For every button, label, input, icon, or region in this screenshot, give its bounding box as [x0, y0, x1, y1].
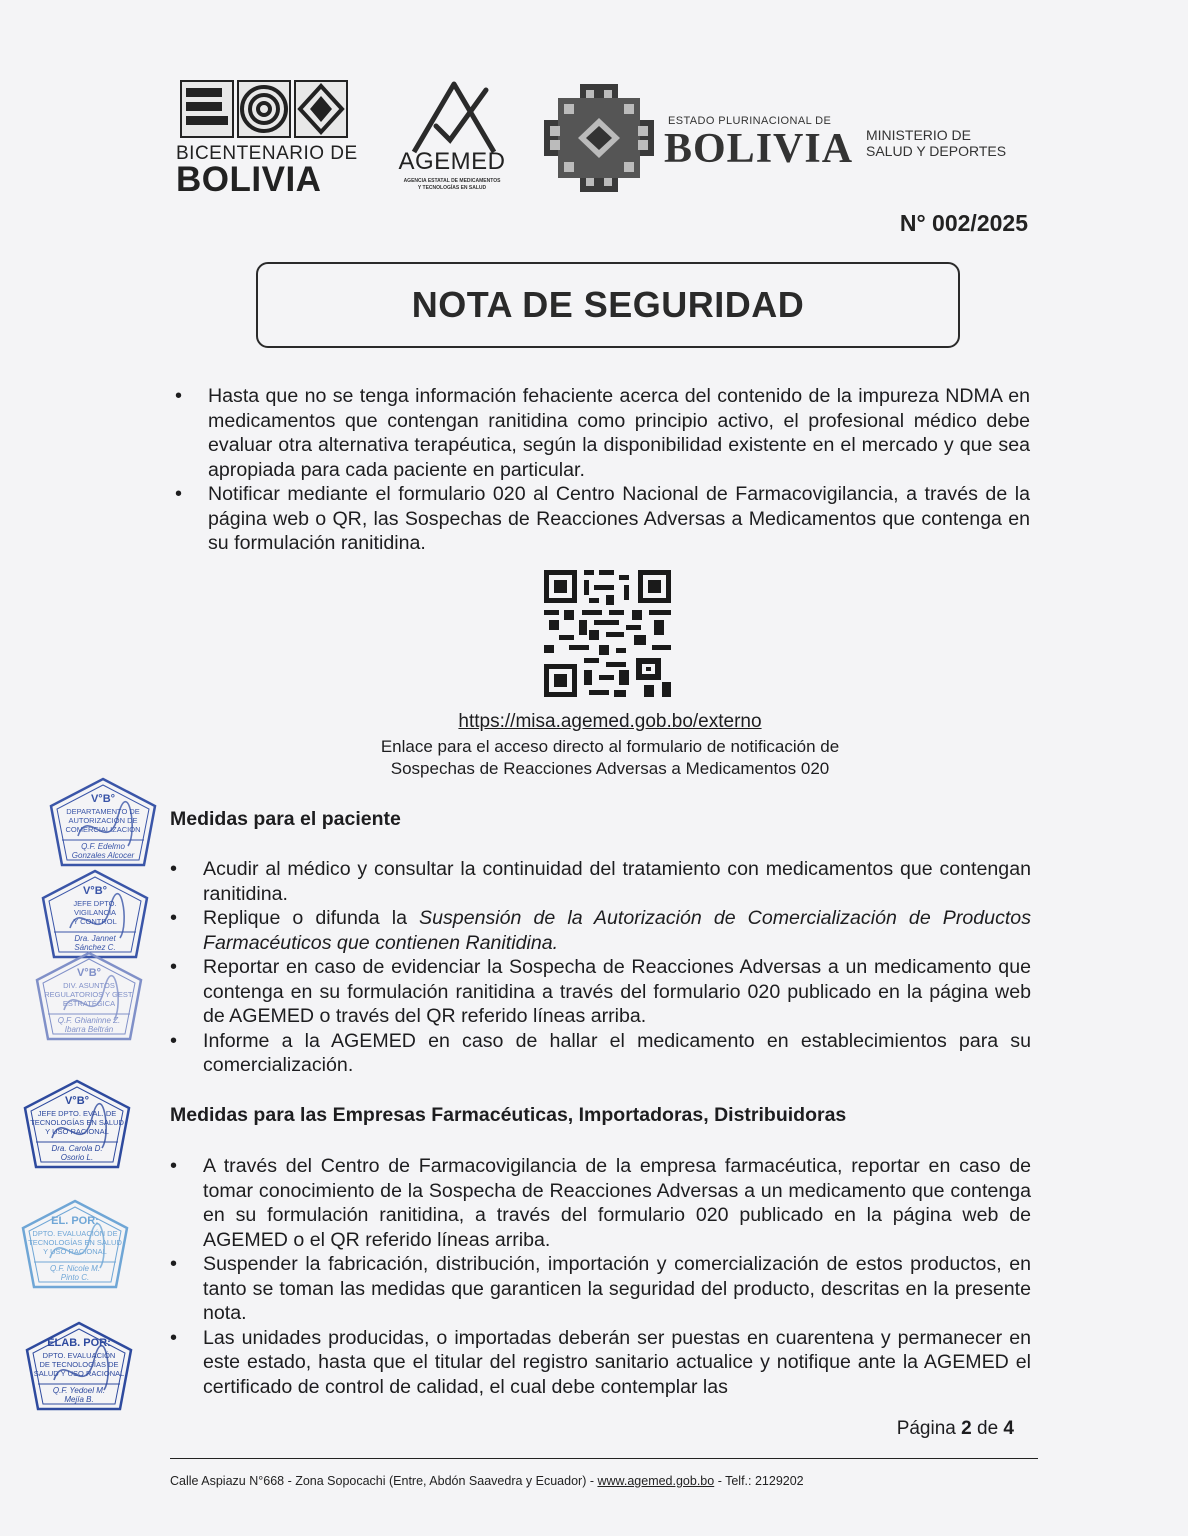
approval-stamp-icon	[24, 1320, 134, 1412]
stamp-line-text: TECNOLOGÍAS EN SALUD	[30, 1118, 124, 1127]
page-number-middle: de	[971, 1418, 1004, 1439]
ministerio-line: MINISTERIO DE	[866, 127, 972, 143]
section-heading-companies: Medidas para las Empresas Farmacéuticas, Importadoras, Distribuidoras	[170, 1104, 847, 1126]
document-number: N° 002/2025	[899, 210, 1028, 236]
patient-bullet-list	[203, 857, 1031, 1078]
stamp-line-text: ESTRATÉGICA	[62, 999, 116, 1008]
stamp-name-text: Gonzales Alcocer	[71, 851, 135, 860]
stamp-line-text: DEPARTAMENTO DE	[66, 807, 140, 816]
section-heading-patient: Medidas para el paciente	[170, 808, 401, 830]
agemed-subtitle	[378, 178, 526, 192]
stamp-name-text: Q.F. Yedoel M.	[52, 1386, 106, 1395]
bolivia-text: BOLIVIA	[664, 126, 854, 172]
list-item: • Informe a la AGEMED en caso de hallar el medicamento en establecimientos para su comercialización.	[203, 1029, 1031, 1078]
bolivia-emblem-icon	[540, 82, 658, 194]
stamp-top-text: ELAB. POR:	[47, 1337, 111, 1349]
list-item: • Acudir al médico y consultar la continuidad del tratamiento con medicamentos que contengan ranitidina.	[203, 857, 1031, 906]
stamp-line-text: JEFE DPTO.	[73, 899, 117, 908]
list-item-text: Replique o difunda la	[203, 907, 420, 929]
agemed-subtitle-line: AGENCIA ESTATAL DE MEDICAMENTOS	[403, 178, 501, 184]
footer-phone: - Telf.: 2129202	[714, 1474, 804, 1488]
qr-code-icon[interactable]	[544, 570, 671, 697]
stamp-line-text: AUTORIZACIÓN DE	[68, 816, 138, 825]
stamp-name-text: Dra. Carola D.	[51, 1144, 103, 1153]
qr-caption-line: Sospechas de Reacciones Adversas a Medicamentos 020	[390, 759, 830, 778]
qr-caption-line: Enlace para el acceso directo al formulario de notificación de	[380, 737, 840, 756]
stamp-name-text: Q.F. Ghianinne Z.	[57, 1016, 121, 1025]
agemed-logo-icon	[394, 78, 514, 156]
approval-stamp-icon	[20, 1198, 130, 1290]
intro-bullet-list	[208, 384, 1030, 556]
stamp-top-text: V°B°	[90, 793, 116, 805]
title-box	[256, 262, 960, 348]
stamp-line-text: Y USO RACIONAL	[45, 1127, 109, 1136]
stamp-line-text: DIV. ASUNTOS	[63, 981, 115, 990]
footer-divider	[170, 1458, 1038, 1459]
list-item: • Notificar mediante el formulario 020 al Centro Nacional de Farmacovigilancia, a través de la página web o QR, las Sospechas de Reacciones Adversas a Medicamentos que contenga en su formulación ranitidina.	[208, 482, 1030, 556]
bicentenario-main-text: BOLIVIA	[176, 160, 322, 199]
bicentenario-logo-icon	[180, 80, 348, 138]
list-item: • Hasta que no se tenga información fehaciente acerca del contenido de la impureza NDMA en medicamentos que contengan ranitidina como principio activo, el profesional médico debe evaluar otra alternativa terapéutica, según la disponibilidad existente en el mercado y que sea apropiada para cada paciente en particular.	[208, 384, 1030, 482]
stamp-top-text: V°B°	[76, 967, 102, 979]
stamp-name-text: Dra. Jannet	[74, 934, 116, 943]
estado-plurinacional-text: ESTADO PLURINACIONAL DE	[668, 115, 832, 127]
footer-website-link[interactable]: www.agemed.gob.bo	[597, 1474, 715, 1488]
list-item: • Reportar en caso de evidenciar la Sospecha de Reacciones Adversas a un medicamento que contenga en su formulación ranitidina a través del formulario 020 publicado en la página web de AGEMED o través del QR referido líneas arriba.	[203, 955, 1031, 1029]
stamp-name-text: Mejía B.	[64, 1395, 94, 1404]
stamp-name-text: Q.F. Edelmo	[81, 842, 125, 851]
page-number-prefix: Página	[896, 1418, 962, 1439]
approval-stamp-icon	[22, 1078, 132, 1170]
stamp-name-text: Sánchez C.	[74, 943, 116, 952]
ministerio-line: SALUD Y DEPORTES	[866, 143, 1007, 159]
form-link[interactable]: https://misa.agemed.gob.bo/externo	[458, 711, 762, 732]
list-item	[203, 906, 1031, 955]
stamp-top-text: V°B°	[82, 885, 108, 897]
page-total: 4	[1003, 1418, 1014, 1439]
list-item-italic-text: Suspensión de la Autorización de Comercialización de Productos Farmacéuticos que contienen Ranitidina.	[203, 907, 1032, 954]
qr-caption	[300, 736, 920, 780]
stamp-line-text: DPTO. EVALUACIÓN DE	[32, 1229, 118, 1238]
list-item: • Las unidades producidas, o importadas deberán ser puestas en cuarentena y permanecer en este estado, hasta que el titular del registro sanitario actualice y notifique ante la AGEMED el certificado de control de calidad, el cual debe contemplar las	[203, 1326, 1031, 1400]
approval-stamp-icon	[40, 868, 150, 960]
footer	[170, 1474, 804, 1488]
page-number	[897, 1418, 1014, 1440]
page-title: NOTA DE SEGURIDAD	[411, 284, 805, 325]
stamp-name-text: Osorio L.	[60, 1153, 94, 1162]
company-bullet-list	[203, 1154, 1031, 1399]
stamp-name-text: Pinto C.	[60, 1273, 90, 1282]
list-item: • Suspender la fabricación, distribución, importación y comercialización de estos productos, en tanto se toman las medidas que garanticen la seguridad del producto, descritas en la presente nota.	[203, 1252, 1031, 1326]
stamp-top-text: EL. POR:	[51, 1215, 99, 1227]
agemed-logo-text: AGEMED	[398, 148, 506, 175]
stamp-line-text: DE TECNOLOGÍAS DE	[39, 1360, 119, 1369]
page-current: 2	[961, 1418, 972, 1439]
stamp-line-text: SALUD Y USO RACIONAL	[33, 1369, 125, 1378]
stamp-line-text: Y USO RACIONAL	[43, 1247, 107, 1256]
approval-stamp-icon	[48, 776, 158, 868]
stamp-line-text: TECNOLOGÍAS EN SALUD	[28, 1238, 122, 1247]
stamp-line-text: Y CONTROL	[73, 917, 117, 926]
list-item: • A través del Centro de Farmacovigilancia de la empresa farmacéutica, reportar en caso de tomar conocimiento de la Sospecha de Reacciones Adversas a un medicamento que contenga en su formulación ranitidina, a través del formulario 020 publicado en la página web de AGEMED o el QR referido líneas arriba.	[203, 1154, 1031, 1252]
stamp-line-text: REGULATORIOS Y GEST.	[44, 990, 134, 999]
stamp-name-text: Ibarra Beltrán	[64, 1025, 114, 1034]
stamp-line-text: COMERCIALIZACIÓN	[65, 825, 141, 834]
stamp-top-text: V°B°	[64, 1095, 90, 1107]
stamp-name-text: Q.F. Nicole M.	[49, 1264, 101, 1273]
ministerio-text	[866, 127, 1006, 159]
agemed-subtitle-line: Y TECNOLOGÍAS EN SALUD	[417, 185, 487, 191]
bicentenario-top-text: BICENTENARIO DE	[176, 143, 358, 164]
stamp-line-text: DPTO. EVALUACIÓN	[42, 1351, 116, 1360]
stamp-line-text: JEFE DPTO. EVAL. DE	[37, 1109, 117, 1118]
footer-address: Calle Aspiazu N°668 - Zona Sopocachi (Entre, Abdón Saavedra y Ecuador) -	[170, 1474, 598, 1488]
stamp-line-text: VIGILANCIA	[73, 908, 117, 917]
approval-stamp-icon	[34, 950, 144, 1042]
